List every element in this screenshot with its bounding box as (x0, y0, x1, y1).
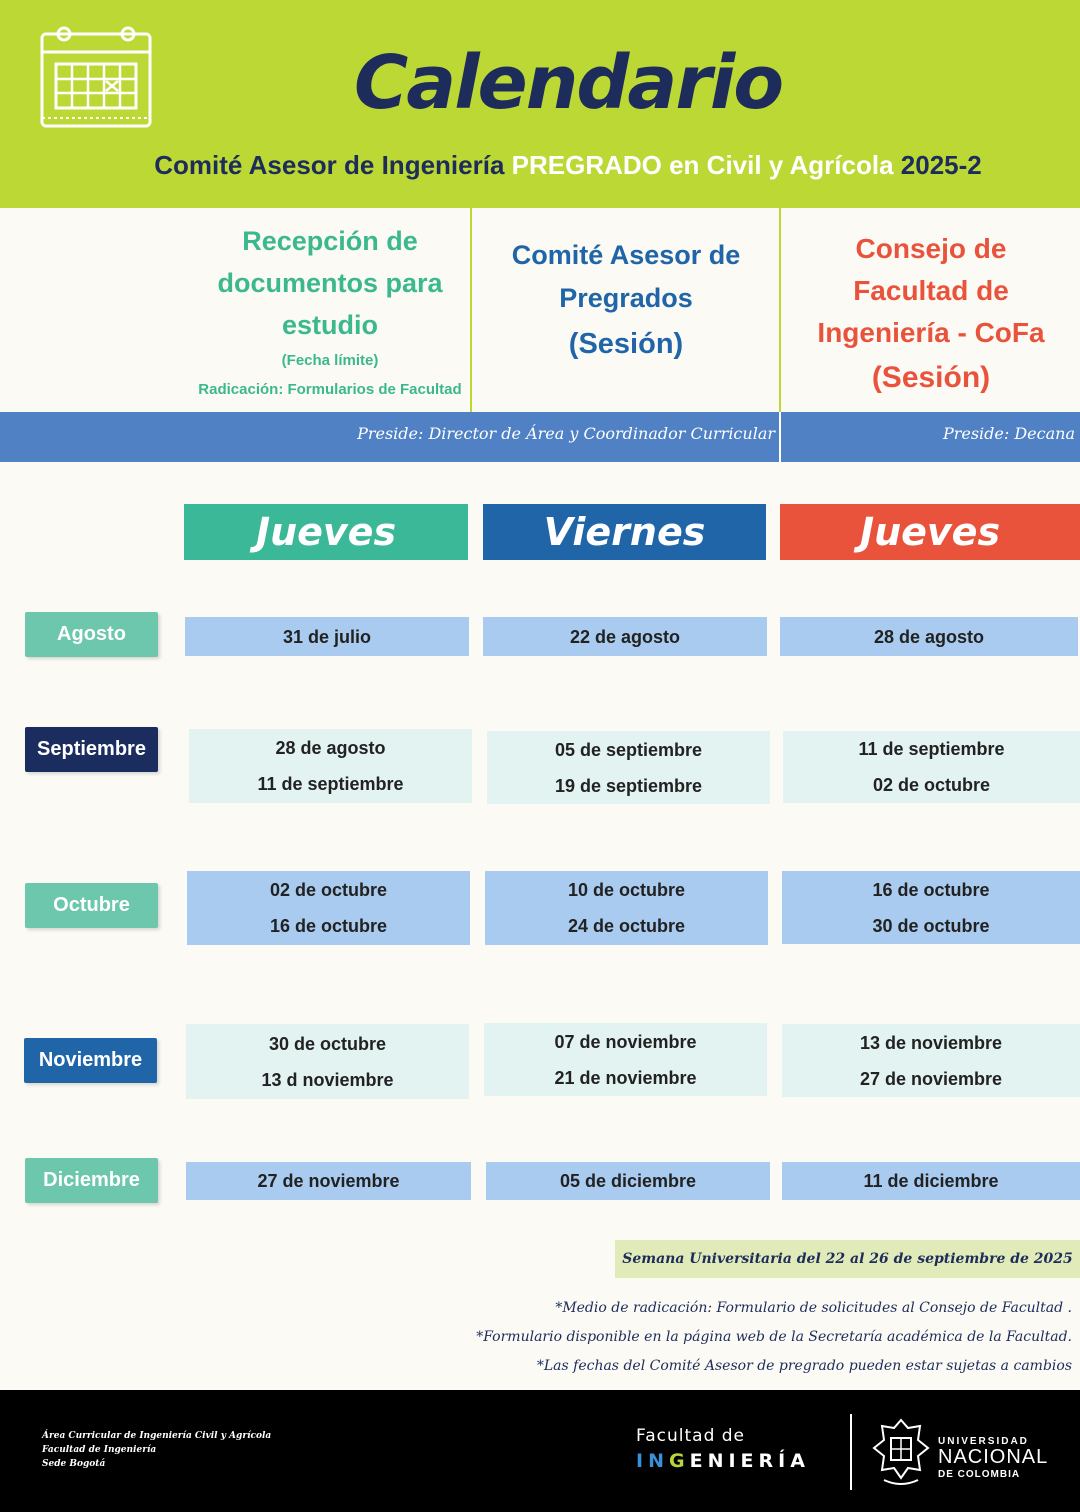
day-header-jueves: Jueves (184, 504, 468, 560)
date-text: 16 de octubre (269, 916, 388, 936)
preside-decana: Preside: Decana (942, 424, 1075, 443)
column-title (472, 234, 780, 320)
column-header-comite (472, 208, 780, 412)
title-line: Consejo de (855, 233, 1007, 264)
date-text: 16 de octubre (872, 879, 990, 900)
footnote: *Medio de radicación: Formulario de solicitudes al Consejo de Facultad . (555, 1300, 1072, 1316)
column-note-radicacion: Radicación: Formularios de Facultad (198, 381, 462, 398)
title-line: Ingeniería - CoFa (817, 317, 1045, 348)
date-text: 13 d noviembre (261, 1069, 394, 1090)
subtitle-text: Comité Asesor de Ingeniería (154, 150, 512, 180)
logo-letter: G (668, 1450, 690, 1472)
date-cell (187, 871, 470, 945)
un-logo-line: DE COLOMBIA (938, 1469, 1021, 1480)
title-line: estudio (281, 310, 378, 340)
date-cell (186, 1024, 469, 1099)
footnote: *Formulario disponible en la página web de la Secretaría académica de la Facultad. (476, 1329, 1072, 1345)
date-text: 11 de septiembre (257, 774, 404, 794)
date-text: 24 de octubre (567, 916, 686, 936)
subtitle-highlight: PREGRADO en Civil y Agrícola (511, 150, 894, 180)
column-header-recepcion (190, 208, 470, 412)
month-label-septiembre: Septiembre (25, 727, 158, 772)
title-line: documentos para (217, 268, 443, 298)
un-logo-line: NACIONAL (938, 1446, 1049, 1468)
subtitle-term: 2025-2 (893, 150, 982, 180)
date-text: 28 de agosto (873, 626, 985, 647)
date-cell (483, 617, 767, 656)
date-text: 28 de agosto (275, 738, 386, 758)
semana-universitaria-note: Semana Universitaria del 22 al 26 de septiembre de 2025 (615, 1240, 1080, 1278)
facultad-de-label: Facultad de (636, 1426, 746, 1446)
footnote: *Las fechas del Comité Asesor de pregrado pueden estar sujetas a cambios (536, 1358, 1072, 1374)
column-title (782, 228, 1080, 354)
date-cell (782, 1162, 1080, 1200)
footer-divider (850, 1414, 852, 1490)
date-cell (485, 871, 768, 945)
date-text: 11 de septiembre (858, 739, 1005, 759)
logo-letter: N (648, 1450, 669, 1472)
date-text: 10 de octubre (567, 880, 686, 900)
date-cell (782, 1024, 1080, 1097)
date-text: 22 de agosto (569, 626, 681, 647)
footer-area-line: Facultad de Ingeniería (42, 1445, 157, 1455)
date-text: 21 de noviembre (554, 1067, 697, 1088)
un-logo-line: UNIVERSIDAD (938, 1436, 1029, 1447)
date-cell (486, 1162, 770, 1200)
date-text: 13 de noviembre (859, 1032, 1003, 1053)
column-header-consejo (782, 208, 1080, 412)
date-cell (189, 729, 472, 803)
month-label-agosto: Agosto (25, 612, 158, 657)
title-line: Recepción de (242, 226, 418, 256)
day-header-jueves-cofa: Jueves (780, 504, 1080, 560)
university-seal-icon (872, 1416, 930, 1490)
date-cell (186, 1162, 471, 1200)
page-subtitle (0, 150, 1080, 181)
date-text: 30 de octubre (268, 1033, 387, 1054)
month-label-octubre: Octubre (25, 883, 158, 928)
title-line: Facultad de (853, 275, 1009, 306)
date-text: 27 de noviembre (859, 1068, 1003, 1089)
day-header-viernes: Viernes (483, 504, 766, 560)
bar-divider (779, 412, 781, 462)
logo-letters: ENIERÍA (689, 1450, 810, 1472)
footer-area-line: Sede Bogotá (42, 1459, 106, 1469)
title-line: Pregrados (559, 283, 693, 313)
date-text: 31 de julio (282, 626, 372, 647)
ingenieria-logo-text (636, 1450, 810, 1472)
date-text: 02 de octubre (269, 880, 388, 900)
date-text: 19 de septiembre (554, 775, 703, 796)
date-text: 05 de septiembre (554, 739, 703, 760)
date-text: 11 de diciembre (863, 1171, 999, 1191)
date-text: 27 de noviembre (257, 1171, 400, 1191)
date-cell (487, 731, 770, 804)
date-text: 07 de noviembre (554, 1031, 697, 1052)
month-label-noviembre: Noviembre (24, 1038, 157, 1083)
date-text: 30 de octubre (872, 915, 990, 936)
title-line: (Sesión) (871, 361, 991, 394)
date-text: 05 de diciembre (559, 1171, 697, 1191)
date-text: 02 de octubre (872, 775, 991, 795)
preside-director: Preside: Director de Área y Coordinador Curricular (357, 424, 775, 443)
date-cell (782, 871, 1080, 944)
column-title (190, 220, 470, 346)
logo-letter: I (636, 1450, 649, 1472)
title-line: (Sesión) (568, 328, 684, 360)
title-line: Comité Asesor de (511, 240, 741, 270)
footer-area-line: Área Curricular de Ingeniería Civil y Agrícola (42, 1431, 272, 1441)
column-divider (779, 208, 781, 412)
date-cell (484, 1023, 767, 1096)
month-label-diciembre: Diciembre (25, 1158, 158, 1203)
column-note-fecha-limite: (Fecha límite) (281, 352, 379, 369)
date-cell (185, 617, 469, 656)
page-title: Calendario (353, 40, 783, 126)
date-cell (783, 731, 1080, 803)
date-cell (780, 617, 1078, 656)
